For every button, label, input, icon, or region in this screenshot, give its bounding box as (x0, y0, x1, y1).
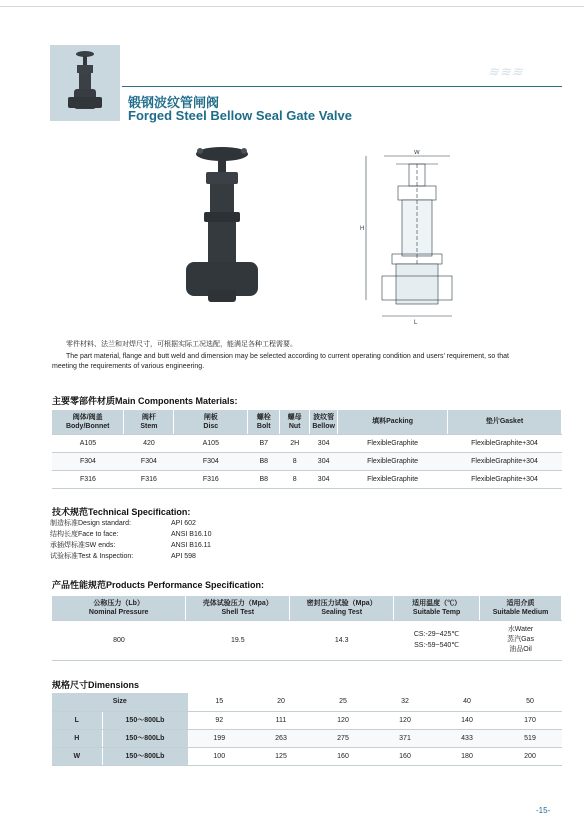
note-english-line1: The part material, flange and butt weld and dimension may be selected according to current operating condition and users’ requirement, so that (66, 353, 509, 360)
watermark-logo: ≋≋≋ (488, 64, 524, 79)
valve-photo (172, 142, 282, 314)
spec-face-to-face: 结构长度Face to face: ANSI B16.10 (50, 531, 212, 538)
title-chinese: 锻钢波纹管闸阀 (128, 95, 220, 110)
drawing-label-h: H (360, 226, 365, 232)
dimension-drawing (352, 150, 482, 328)
dimensions-heading: 规格尺寸Dimensions (52, 680, 140, 690)
note-chinese: 零件材料、法兰和对焊尺寸，可根据实际工况选配，能满足各种工程需要。 (66, 341, 297, 348)
table-row: H 150～800Lb 199 263 275 371 433 519 (52, 729, 562, 747)
table-row: L 150～800Lb 92 111 120 120 140 170 (52, 711, 562, 729)
materials-header-gasket: 垫片Gasket (448, 410, 562, 434)
performance-heading: 产品性能规范Products Performance Specification: (52, 580, 265, 590)
drawing-label-l: L (414, 320, 418, 326)
note-english-line2: meeting the requirements of various engineering. (52, 363, 205, 370)
perf-header-temp: 适用温度（℃） Suitable Temp (394, 596, 480, 620)
perf-header-medium: 适用介质 Suitable Medium (480, 596, 562, 620)
materials-header-disc: 闸板 Disc (174, 410, 248, 434)
valve-thumbnail (50, 45, 120, 121)
dimensions-table: Size 15 20 25 32 40 50 L 150～800Lb 92 111 120 120 140 170 H 150～800Lb 199 263 275 371 433 519 W 150～800Lb 100 125 160 160 180 200 (52, 693, 562, 766)
materials-table (52, 410, 562, 489)
title-rule (122, 86, 562, 87)
page-number: -15- (536, 806, 551, 815)
perf-header-nominal: 公称压力（Lb） Nominal Pressure (52, 596, 186, 620)
dim-header-size: Size (52, 693, 188, 711)
table-row: F304 F304 F304 B8 8 304 FlexibleGraphite FlexibleGraphite+304 (52, 452, 562, 470)
drawing-label-w: W (414, 150, 420, 156)
spec-sw-ends: 承插焊标准SW ends: ANSI B16.11 (50, 542, 211, 549)
perf-header-shell: 壳体试验压力（Mpa） Shell Test (186, 596, 290, 620)
title-english: Forged Steel Bellow Seal Gate Valve (128, 108, 352, 123)
materials-heading: 主要零部件材质Main Components Materials: (52, 396, 238, 406)
materials-header-packing: 填料Packing (338, 410, 448, 434)
materials-header-nut: 螺母 Nut (280, 410, 310, 434)
performance-table (52, 596, 562, 661)
table-row: 800 19.5 14.3 CS:-29~425℃ SS:-59~540℃ 水Water 蒸汽Gas 油品Oil (52, 620, 562, 660)
spec-design-standard: 制造标准Design standard: API 602 (50, 520, 196, 527)
top-rule (0, 6, 584, 7)
table-row: F316 F316 F316 B8 8 304 FlexibleGraphite FlexibleGraphite+304 (52, 470, 562, 488)
materials-header-stem: 阀杆 Stem (124, 410, 174, 434)
materials-header-bolt: 螺栓 Bolt (248, 410, 280, 434)
tech-spec-heading: 技术规范Technical Specification: (52, 507, 191, 517)
table-row: A105 420 A105 B7 2H 304 FlexibleGraphite FlexibleGraphite+304 (52, 434, 562, 452)
materials-header-body: 阀体/阀盖 Body/Bonnet (52, 410, 124, 434)
materials-header-bellow: 波纹管 Bellow (310, 410, 338, 434)
spec-test-inspection: 试验标准Test & Inspection: API 598 (50, 553, 196, 560)
table-row: W 150～800Lb 100 125 160 160 180 200 (52, 747, 562, 765)
perf-header-sealing: 密封压力试验（Mpa） Sealing Test (290, 596, 394, 620)
